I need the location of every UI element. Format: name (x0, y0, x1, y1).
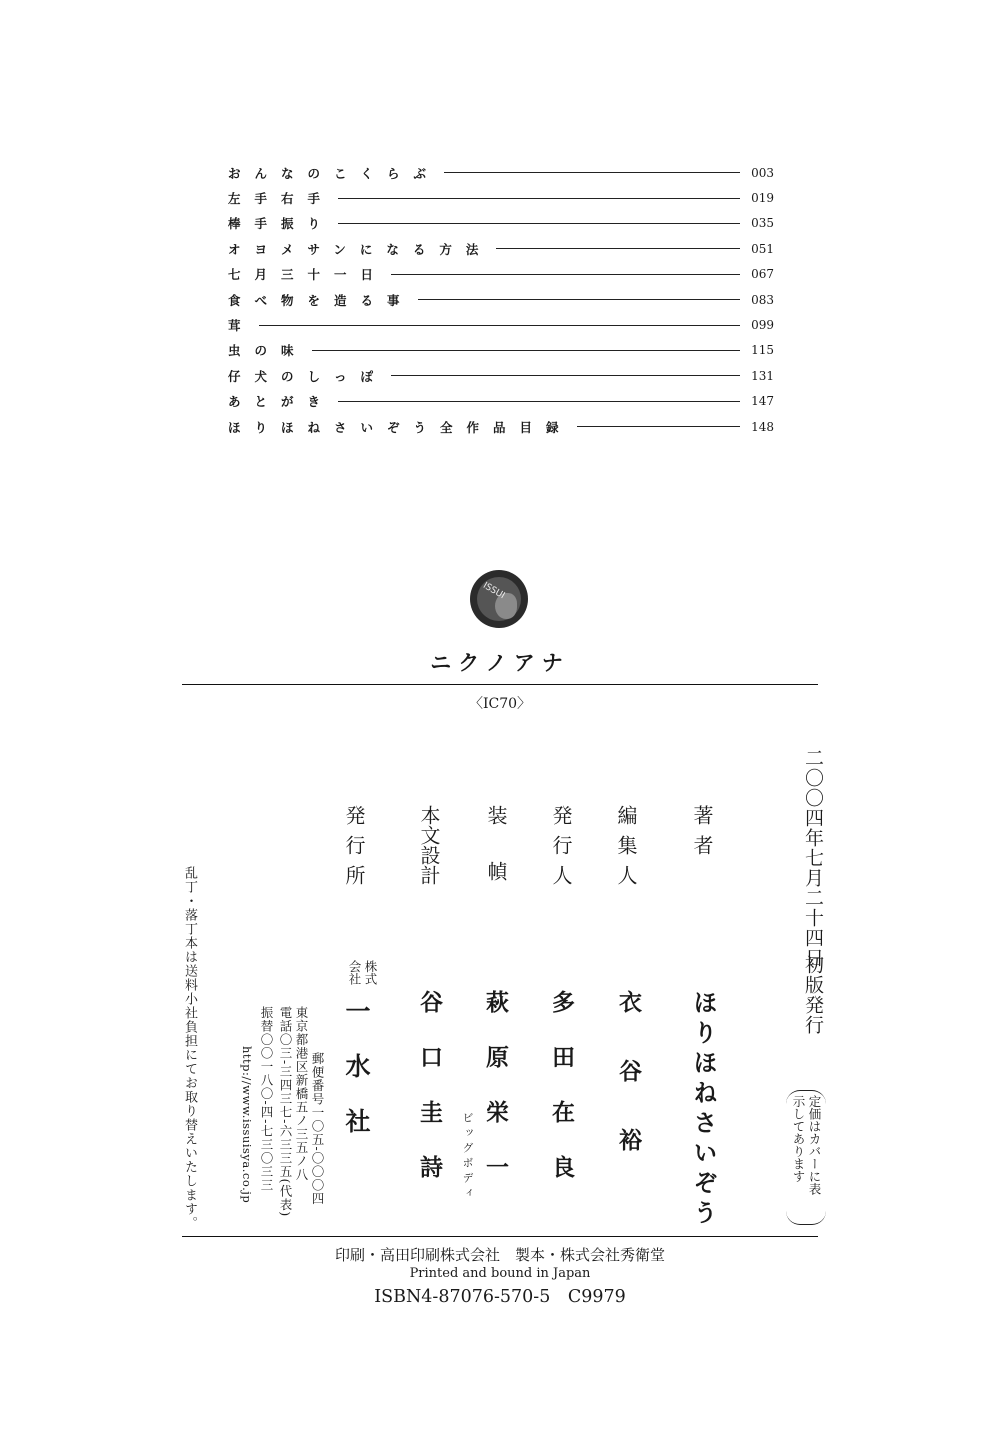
toc-title: オヨメサンになる方法 (228, 241, 493, 257)
toc-row (228, 236, 774, 261)
toc-page-number: 148 (751, 419, 774, 434)
toc-leader-line (391, 375, 740, 376)
company-type-line-1: 株式 (363, 960, 378, 985)
edition: 初版発行 (802, 955, 824, 1035)
publisher-label: 発行所 (342, 805, 366, 895)
publisher-name: 一水社 (342, 998, 371, 1163)
designer-name: 萩原栄一 (482, 990, 509, 1210)
table-of-contents (228, 160, 774, 439)
divider-bottom (182, 1236, 818, 1237)
publisher-person-label: 発行人 (549, 805, 573, 895)
toc-row (228, 338, 774, 363)
toc-title: ほりほねさいぞう全作品目録 (228, 419, 573, 435)
publish-date: 二〇〇四年七月二十四日 (802, 748, 824, 968)
text-design-label: 本文設計 (417, 805, 441, 885)
toc-page-number: 051 (751, 241, 774, 256)
editor-label: 編集人 (614, 805, 638, 895)
toc-leader-line (496, 248, 740, 249)
toc-leader-line (391, 274, 740, 275)
toc-title: 茸 (228, 318, 255, 334)
author-name: ほりほねさいぞう (689, 990, 718, 1230)
designer-company: ビッグボディ (461, 1112, 474, 1202)
toc-row (228, 363, 774, 388)
toc-title: おんなのこくらぶ (228, 165, 441, 181)
isbn: ISBN4-87076-570-5 C9979 (374, 1287, 626, 1307)
toc-title: 棒手振り (228, 216, 335, 232)
toc-leader-line (312, 350, 740, 351)
price-note-line-2: 示してあります (791, 1095, 806, 1183)
toc-title: 食べ物を造る事 (228, 292, 414, 308)
toc-leader-line (338, 223, 740, 224)
toc-leader-line (338, 401, 740, 402)
toc-page-number: 099 (751, 318, 774, 333)
toc-title: 七月三十一日 (228, 267, 388, 283)
toc-row (228, 414, 774, 439)
website-url: http://www.issuisya.co.jp (240, 1046, 254, 1204)
toc-page-number: 003 (751, 165, 774, 180)
publisher-person-name: 多田在良 (548, 990, 575, 1210)
editor-name: 衣谷裕 (615, 990, 642, 1197)
toc-title: 仔犬のしっぽ (228, 368, 388, 384)
company-type-line-2: 会社 (347, 960, 362, 985)
toc-title: 左手右手 (228, 191, 335, 207)
toc-row (228, 211, 774, 236)
printed-in: Printed and bound in Japan (409, 1266, 591, 1281)
toc-page-number: 115 (751, 343, 774, 358)
address: 東京都港区新橋五ノ三五ノ八 (294, 1006, 309, 1182)
toc-page-number: 019 (751, 191, 774, 206)
toc-row (228, 389, 774, 414)
toc-row (228, 262, 774, 287)
toc-page-number: 067 (751, 267, 774, 282)
logo-text: ISSUI (481, 580, 507, 602)
toc-leader-line (418, 299, 740, 300)
book-title: ニクノアナ (430, 651, 570, 675)
toc-leader-line (338, 198, 740, 199)
toc-leader-line (577, 426, 740, 427)
postal-code: 郵便番号一〇五-〇〇〇四 (310, 1052, 325, 1206)
company-type (346, 960, 378, 985)
phone: 電話〇三-三四三七-六三三五(代表) (278, 1006, 293, 1218)
printer-info: 印刷・高田印刷株式会社 製本・株式会社秀衛堂 (334, 1246, 665, 1264)
toc-leader-line (444, 172, 740, 173)
toc-title: あとがき (228, 394, 335, 410)
toc-page-number: 083 (751, 292, 774, 307)
toc-page-number: 131 (751, 368, 774, 383)
series-code: 〈IC70〉 (468, 696, 532, 712)
divider-top (182, 684, 818, 685)
transfer-account: 振替〇〇一八〇-四-七三〇三三 (259, 1006, 274, 1192)
toc-row (228, 312, 774, 337)
toc-row (228, 185, 774, 210)
toc-row (228, 160, 774, 185)
author-label: 著者 (690, 805, 714, 865)
toc-page-number: 147 (751, 394, 774, 409)
toc-page-number: 035 (751, 216, 774, 231)
toc-title: 虫の味 (228, 343, 308, 359)
publisher-logo (470, 570, 528, 628)
replacement-notice: 乱丁・落丁本は送料小社負担にてお取り替えいたします。 (182, 866, 197, 1230)
toc-leader-line (259, 325, 740, 326)
price-note (786, 1090, 826, 1225)
text-designer-name: 谷口圭詩 (416, 990, 443, 1210)
toc-row (228, 287, 774, 312)
design-label: 装幀 (484, 805, 508, 917)
price-note-line-1: 定価はカバーに表 (807, 1095, 822, 1195)
